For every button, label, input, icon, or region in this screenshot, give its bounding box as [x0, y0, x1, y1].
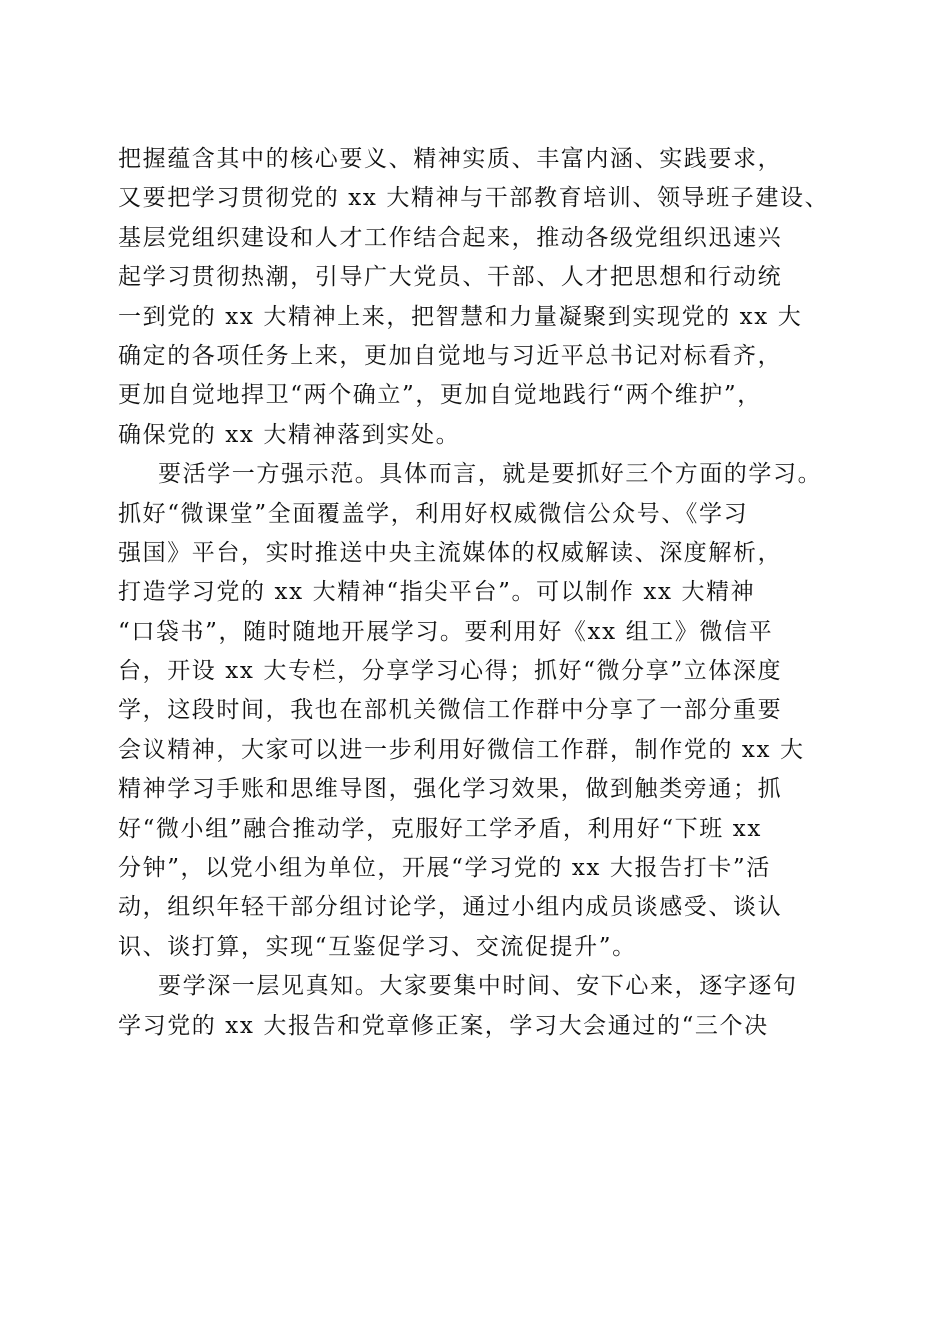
text-line: 把握蕴含其中的核心要义、精神实质、丰富内涵、实践要求， [118, 146, 783, 172]
text-line: 学习党的 xx 大报告和党章修正案，学习大会通过的“三个决 [118, 1012, 769, 1039]
text-line: 一到党的 xx 大精神上来，把智慧和力量凝聚到实现党的 xx 大 [118, 303, 803, 330]
text-line: 识、谈打算，实现“互鉴促学习、交流促提升”。 [118, 933, 637, 960]
text-line: 起学习贯彻热潮，引导广大党员、干部、人才把思想和行动统 [118, 264, 783, 291]
text-line: 精神学习手账和思维导图，强化学习效果，做到触类旁通；抓 [118, 776, 783, 803]
text-line: 确保党的 xx 大精神落到实处。 [118, 421, 461, 448]
text-line: 确定的各项任务上来，更加自觉地与习近平总书记对标看齐， [118, 342, 783, 369]
text-line: 动，组织年轻干部分组讨论学，通过小组内成员谈感受、谈认 [118, 894, 783, 921]
text-line: 又要把学习贯彻党的 xx 大精神与干部教育培训、领导班子建设、 [118, 185, 830, 212]
text-line: 更加自觉地捍卫“两个确立”，更加自觉地践行“两个维护”， [118, 382, 762, 409]
text-line: 分钟”，以党小组为单位，开展“学习党的 xx 大报告打卡”活 [118, 855, 771, 882]
document-page [118, 140, 838, 1046]
text-line: 会议精神，大家可以进一步利用好微信工作群，制作党的 xx 大 [118, 736, 805, 763]
text-line: 抓好“微课堂”全面覆盖学，利用好权威微信公众号、《学习 [118, 500, 749, 527]
text-line: 强国》平台，实时推送中央主流媒体的权威解读、深度解析， [118, 539, 783, 566]
text-line: 好“微小组”融合推动学，克服好工学矛盾，利用好“下班 xx [118, 815, 762, 842]
text-line: 台，开设 xx 大专栏，分享学习心得；抓好“微分享”立体深度 [118, 658, 783, 685]
paragraph-start-line: 要活学一方强示范。具体而言，就是要抓好三个方面的学习。 [158, 461, 823, 488]
paragraph-start-line: 要学深一层见真知。大家要集中时间、安下心来，逐字逐句 [158, 973, 798, 1000]
text-line: 基层党组织建设和人才工作结合起来，推动各级党组织迅速兴 [118, 224, 783, 251]
text-line: “口袋书”，随时随地开展学习。要利用好《xx 组工》微信平 [118, 618, 774, 645]
text-line: 学，这段时间，我也在部机关微信工作群中分享了一部分重要 [118, 697, 783, 724]
text-line: 打造学习党的 xx 大精神“指尖平台”。可以制作 xx 大精神 [118, 579, 756, 606]
